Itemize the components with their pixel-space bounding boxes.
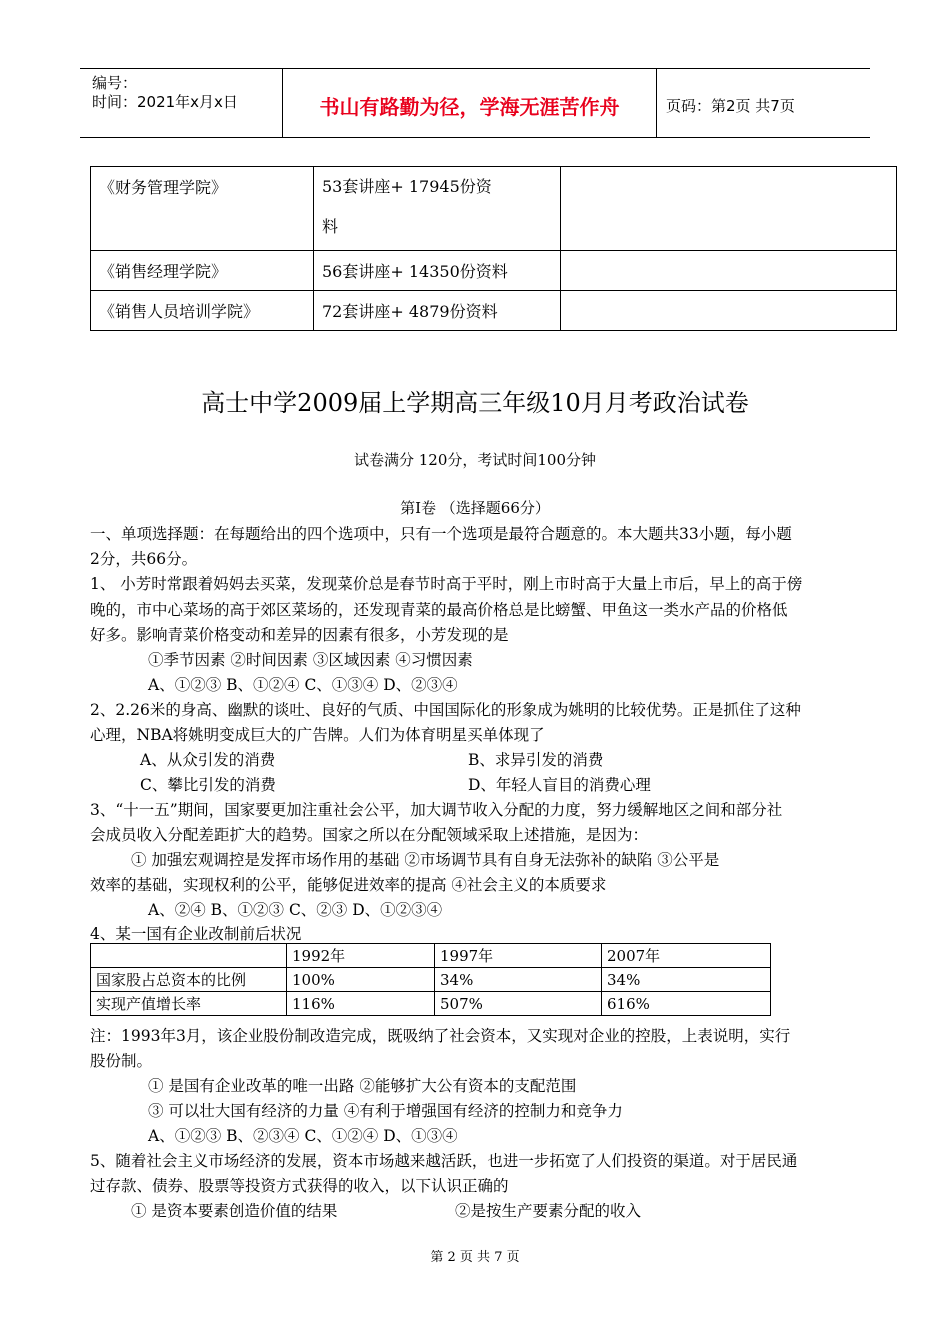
option-line: ① 是国有企业改革的唯一出路 ②能够扩大公有资本的支配范围 — [148, 1077, 577, 1095]
header-left — [80, 69, 282, 137]
page-header — [80, 68, 870, 138]
answer-line: B、求异引发的消费 — [468, 751, 604, 769]
text-line: 股份制。 — [90, 1052, 153, 1070]
table-header-cell — [91, 944, 287, 968]
table-cell: 100% — [287, 968, 435, 992]
table-row — [91, 251, 897, 291]
table-header-row — [91, 944, 771, 968]
course-count-line: 料 — [322, 217, 339, 236]
course-note — [561, 251, 897, 291]
course-note — [561, 167, 897, 251]
table-cell: 34% — [602, 968, 771, 992]
text-line: 5、随着社会主义市场经济的发展，资本市场越来越活跃，也进一步拓宽了人们投资的渠道。对于居民通 — [90, 1152, 798, 1170]
table-cell: 实现产值增长率 — [91, 992, 287, 1016]
text-line: 3、“十一五”期间，国家要更加注重社会公平，加大调节收入分配的力度，努力缓解地区之间和部分社 — [90, 801, 783, 819]
page-footer: 第 2 页 共 7 页 — [430, 1250, 520, 1265]
text-line: 注：1993年3月，该企业股份制改造完成，既吸纳了社会资本，又实现对企业的控股，上表说明，实行 — [90, 1027, 791, 1045]
answer-line: A、①②③ B、②③④ C、①②④ D、①③④ — [148, 1127, 458, 1145]
text-line: 心理，NBA将姚明变成巨大的广告牌。人们为体育明星买单体现了 — [90, 726, 545, 744]
course-name: 《销售经理学院》 — [91, 251, 314, 291]
table-cell: 34% — [435, 968, 602, 992]
text-line: 好多。影响青菜价格变动和差异的因素有很多，小芳发现的是 — [90, 626, 509, 644]
text-line: 1、 小芳时常跟着妈妈去买菜，发现菜价总是春节时高于平时，刚上市时高于大量上市后，早上的高于傍 — [90, 575, 803, 593]
table-row — [91, 968, 771, 992]
text-line: 会成员收入分配差距扩大的趋势。国家之所以在分配领域采取上述措施，是因为： — [90, 826, 649, 844]
option-line: 效率的基础，实现权利的公平，能够促进效率的提高 ④社会主义的本质要求 — [90, 876, 607, 894]
document-time: 时间：2021年x月x日 — [92, 93, 238, 111]
header-page-info: 页码：第2页 共7页 — [666, 97, 795, 115]
answer-line: A、从众引发的消费 — [140, 751, 276, 769]
course-count-line: 53套讲座+ 17945份资 — [322, 177, 492, 196]
text-line: 过存款、债券、股票等投资方式获得的收入，以下认识正确的 — [90, 1177, 509, 1195]
document-number: 编号： — [92, 74, 138, 92]
table-header-cell: 2007年 — [602, 944, 771, 968]
text-line: 2分，共66分。 — [90, 550, 198, 568]
option-line: ① 是资本要素创造价值的结果 — [131, 1202, 338, 1220]
table-row — [91, 167, 897, 251]
course-count: 56套讲座+ 14350份资料 — [314, 251, 561, 291]
exam-subtitle: 试卷满分 120分，考试时间100分钟 — [353, 451, 597, 469]
table-cell: 507% — [435, 992, 602, 1016]
answer-line: D、年轻人盲目的消费心理 — [468, 776, 651, 794]
header-motto: 书山有路勤为径，学海无涯苦作舟 — [319, 95, 620, 119]
table-cell: 116% — [287, 992, 435, 1016]
table-header-cell: 1992年 — [287, 944, 435, 968]
answer-line: A、②④ B、①②③ C、②③ D、①②③④ — [148, 901, 443, 919]
table-row — [91, 291, 897, 331]
table-header-cell: 1997年 — [435, 944, 602, 968]
option-line: ① 加强宏观调控是发挥市场作用的基础 ②市场调节具有自身无法弥补的缺陷 ③公平是 — [131, 851, 720, 869]
option-line: ③ 可以壮大国有经济的力量 ④有利于增强国有经济的控制力和竞争力 — [148, 1102, 623, 1120]
text-line: 4、某一国有企业改制前后状况 — [90, 925, 302, 943]
text-line: 晚的，市中心菜场的高于郊区菜场的，还发现青菜的最高价格总是比螃蟹、甲鱼这一类水产品的价格低 — [90, 601, 788, 619]
section-heading: 第Ⅰ卷 （选择题66分） — [400, 499, 550, 517]
enterprise-table — [90, 943, 771, 1016]
answer-line: A、①②③ B、①②④ C、①③④ D、②③④ — [148, 676, 458, 694]
header-center — [282, 69, 657, 137]
table-row — [91, 992, 771, 1016]
course-name: 《财务管理学院》 — [91, 167, 314, 251]
text-line: 一、单项选择题：在每题给出的四个选项中，只有一个选项是最符合题意的。本大题共33小题，每小题 — [90, 525, 792, 543]
option-line: ①季节因素 ②时间因素 ③区域因素 ④习惯因素 — [148, 651, 473, 669]
course-note — [561, 291, 897, 331]
course-name: 《销售人员培训学院》 — [91, 291, 314, 331]
table-cell: 国家股占总资本的比例 — [91, 968, 287, 992]
table-cell: 616% — [602, 992, 771, 1016]
course-count: 72套讲座+ 4879份资料 — [314, 291, 561, 331]
answer-line: C、攀比引发的消费 — [140, 776, 276, 794]
course-count — [314, 167, 561, 251]
exam-title: 高士中学2009届上学期高三年级10月月考政治试卷 — [201, 389, 749, 417]
option-line: ②是按生产要素分配的收入 — [455, 1202, 642, 1220]
text-line: 2、2.26米的身高、幽默的谈吐、良好的气质、中国国际化的形象成为姚明的比较优势。正是抓住了这种 — [90, 701, 801, 719]
header-right — [656, 69, 870, 137]
course-table — [90, 166, 897, 331]
